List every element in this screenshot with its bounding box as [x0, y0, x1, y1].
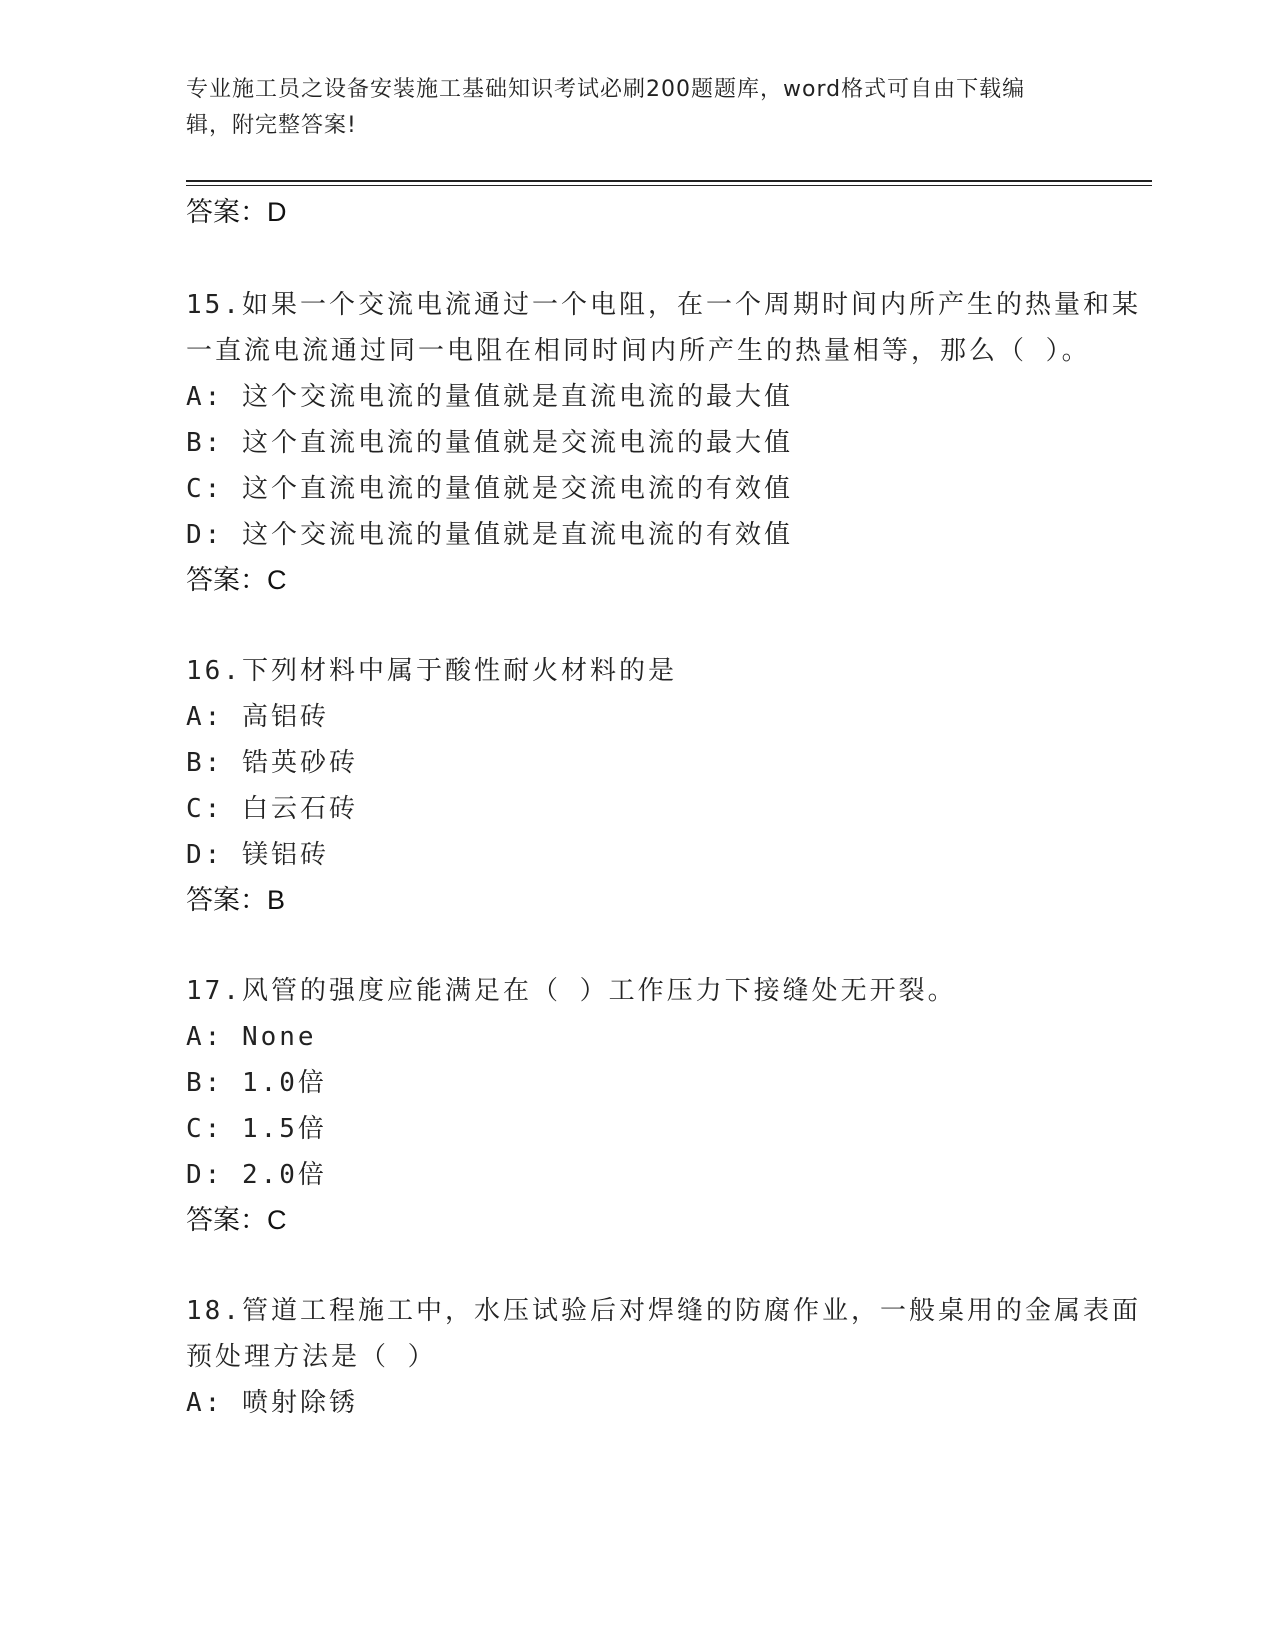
- document-header: 专业施工员之设备安装施工基础知识考试必刷200题题库，word格式可自由下载编辑，附完整答案!: [186, 77, 1026, 138]
- option-b: B: 这个直流电流的量值就是交流电流的最大值: [186, 428, 793, 458]
- question-list: [186, 190, 1146, 1426]
- question-text: 17.风管的强度应能满足在（ ）工作压力下接缝处无开裂。: [186, 976, 957, 1006]
- option-d: D: 镁铝砖: [186, 840, 329, 870]
- option-a: A: 喷射除锈: [186, 1388, 358, 1418]
- answer-line: 答案：D: [186, 197, 287, 227]
- question-item: [186, 648, 1146, 924]
- option-d: D: 这个交流电流的量值就是直流电流的有效值: [186, 520, 793, 550]
- question-text: 16.下列材料中属于酸性耐火材料的是: [186, 656, 677, 686]
- option-a: A: 高铝砖: [186, 702, 329, 732]
- question-item: [186, 1288, 1146, 1426]
- option-d: D: 2.0倍: [186, 1160, 327, 1190]
- option-b: B: 锆英砂砖: [186, 748, 358, 778]
- answer-line: 答案：C: [186, 565, 287, 595]
- header-rule-thin: [186, 185, 1152, 186]
- question-text: 18.管道工程施工中，水压试验后对焊缝的防腐作业，一般桌用的金属表面预处理方法是（ ）: [186, 1296, 1141, 1372]
- question-text: 15.如果一个交流电流通过一个电阻，在一个周期时间内所产生的热量和某一直流电流通过同一电阻在相同时间内所产生的热量相等，那么（ ）。: [186, 290, 1141, 366]
- option-c: C: 1.5倍: [186, 1114, 327, 1144]
- option-c: C: 这个直流电流的量值就是交流电流的有效值: [186, 474, 793, 504]
- option-c: C: 白云石砖: [186, 794, 358, 824]
- answer-line: 答案：C: [186, 1205, 287, 1235]
- option-b: B: 1.0倍: [186, 1068, 327, 1098]
- answer-line: 答案：B: [186, 885, 286, 915]
- option-a: A: 这个交流电流的量值就是直流电流的最大值: [186, 382, 793, 412]
- header-rule-thick: [186, 180, 1152, 182]
- question-item: [186, 968, 1146, 1244]
- question-item: [186, 282, 1146, 604]
- option-a: A: None: [186, 1022, 317, 1052]
